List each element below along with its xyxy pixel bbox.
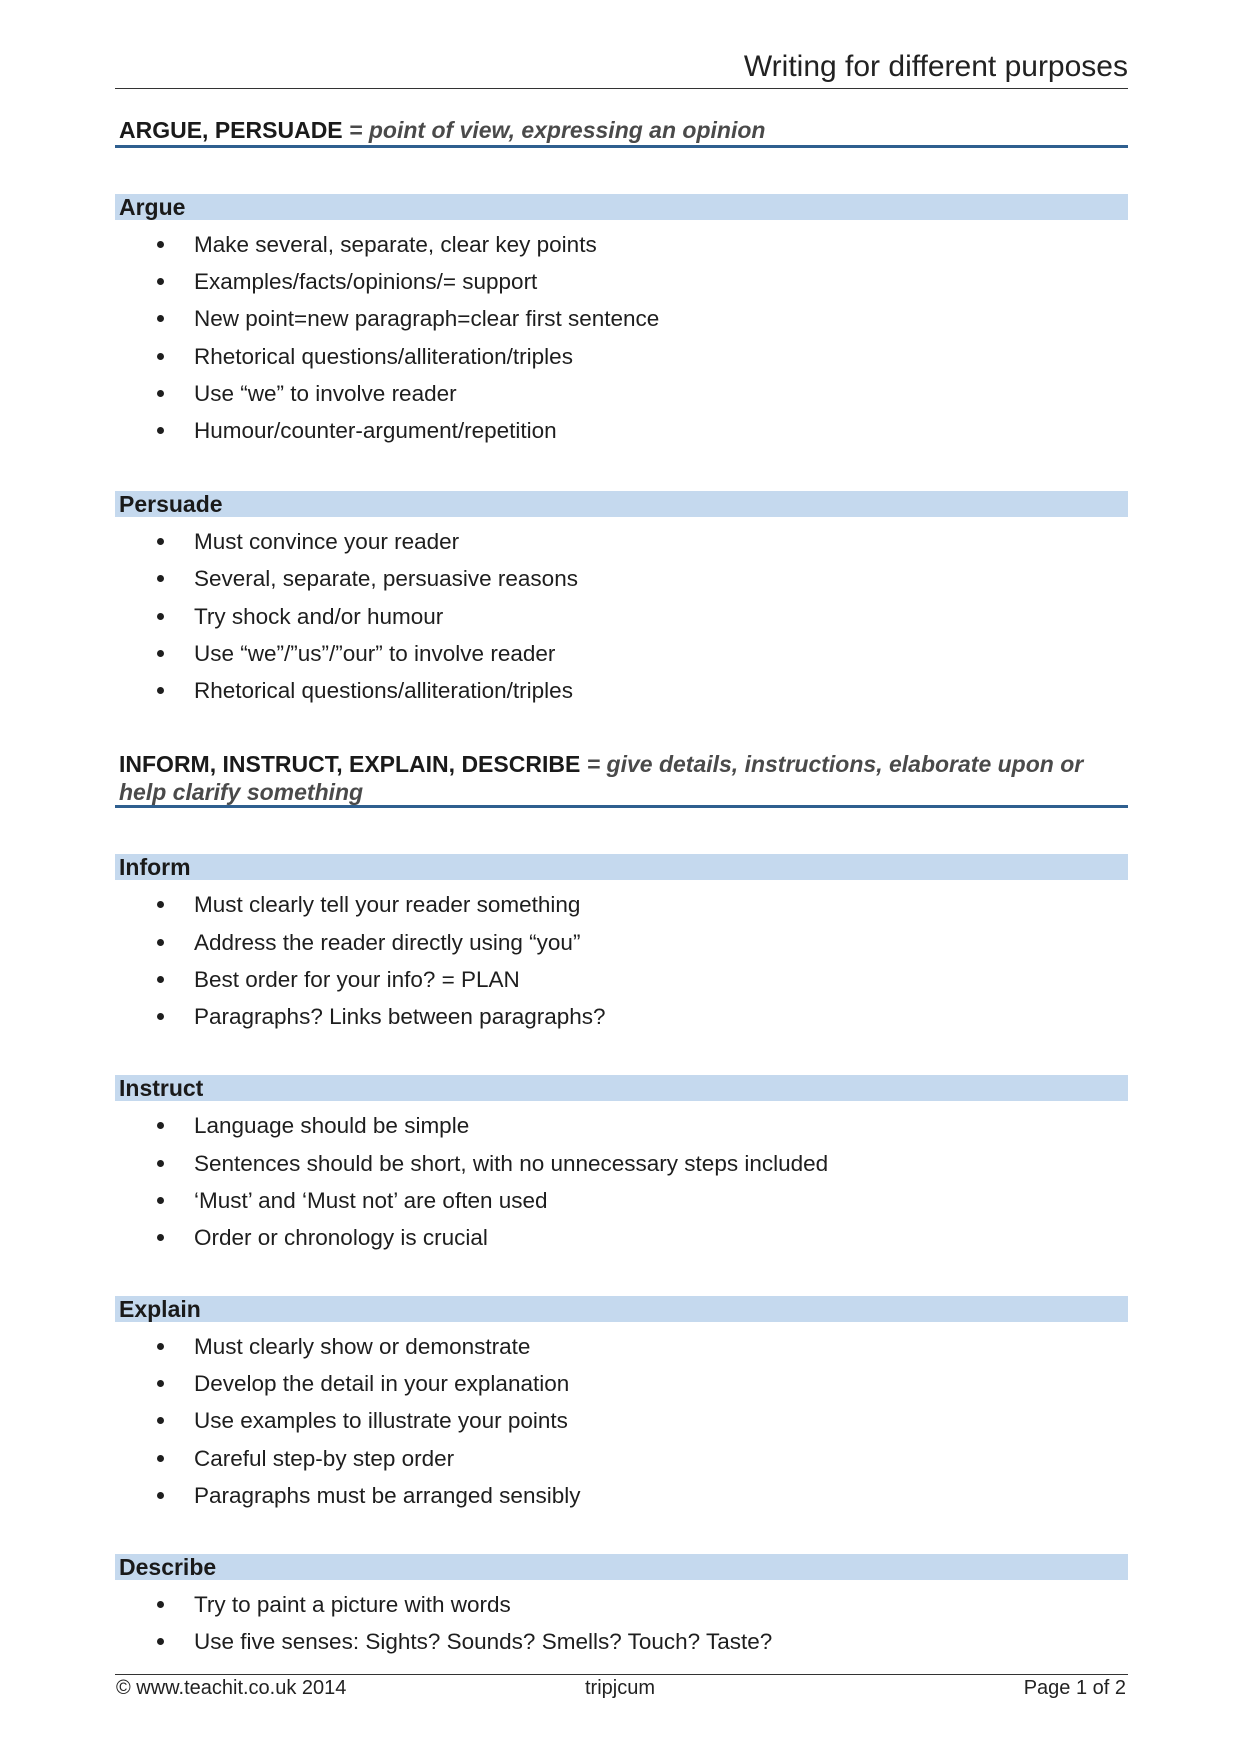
bullet-dot [157,1380,164,1387]
section-heading-inform-instruct [119,750,1119,806]
list-item-text: Must clearly tell your reader something [194,892,581,917]
bullet-dot [157,939,164,946]
list-item-text: Try to paint a picture with words [194,1592,511,1617]
bullet-dot [157,1638,164,1645]
list-item-text: Paragraphs must be arranged sensibly [194,1483,581,1508]
list-item-text: ‘Must’ and ‘Must not’ are often used [194,1188,548,1213]
list-item-text: Develop the detail in your explanation [194,1371,570,1396]
list-item-text: Make several, separate, clear key points [194,232,597,257]
list-item-text: Several, separate, persuasive reasons [194,566,578,591]
subheading-instruct: Instruct [119,1075,204,1101]
list-item-text: Must clearly show or demonstrate [194,1334,531,1359]
footer-code: tripjcum [585,1677,656,1699]
bullet-dot [157,1160,164,1167]
section-keywords: INFORM, INSTRUCT, EXPLAIN, DESCRIBE [119,751,581,777]
bullet-dot [157,1417,164,1424]
subheading-bar-explain [115,1296,1128,1322]
footer-divider [115,1674,1128,1675]
section-keywords: ARGUE, PERSUADE [119,117,343,143]
bullet-dot [157,1234,164,1241]
list-item-text: Use five senses: Sights? Sounds? Smells? Touch? Taste? [194,1629,773,1654]
bullet-dot [157,613,164,620]
bullet-dot [157,315,164,322]
subheading-bar-persuade [115,491,1128,517]
list-item-text: Best order for your info? = PLAN [194,967,520,992]
bullet-dot [157,1601,164,1608]
title-divider [115,88,1128,89]
bullet-dot [157,278,164,285]
bullet-dot [157,1455,164,1462]
footer-page-number: Page 1 of 2 [1023,1677,1126,1699]
subheading-argue: Argue [119,194,186,220]
subheading-bar-instruct [115,1075,1128,1101]
list-item-text: Rhetorical questions/alliteration/triples [194,678,573,703]
bullet-dot [157,1343,164,1350]
subheading-describe: Describe [119,1554,217,1580]
section-description: = point of view, expressing an opinion [349,117,766,143]
section-divider [115,805,1128,808]
section-heading-argue-persuade [119,116,1119,144]
list-item-text: Order or chronology is crucial [194,1225,488,1250]
bullet-dot [157,901,164,908]
list-item-text: Use “we” to involve reader [194,381,457,406]
section-divider [115,145,1128,148]
list-item-text: Rhetorical questions/alliteration/triples [194,344,573,369]
list-item-text: Language should be simple [194,1113,470,1138]
bullet-dot [157,241,164,248]
bullet-dot [157,390,164,397]
bullet-dot [157,427,164,434]
list-item-text: Careful step-by step order [194,1446,455,1471]
list-item-text: Humour/counter-argument/repetition [194,418,557,443]
footer-copyright: © www.teachit.co.uk 2014 [116,1677,347,1699]
bullet-dot [157,687,164,694]
subheading-inform: Inform [119,854,191,880]
list-item-text: Examples/facts/opinions/= support [194,269,538,294]
list-item-text: Address the reader directly using “you” [194,930,581,955]
subheading-persuade: Persuade [119,491,223,517]
bullet-dot [157,1013,164,1020]
list-item-text: Paragraphs? Links between paragraphs? [194,1004,606,1029]
list-item-text: Use “we”/”us”/”our” to involve reader [194,641,556,666]
list-item-text: Must convince your reader [194,529,460,554]
bullet-dot [157,650,164,657]
bullet-dot [157,575,164,582]
bullet-dot [157,1122,164,1129]
list-item-text: Use examples to illustrate your points [194,1408,568,1433]
list-item-text: New point=new paragraph=clear first sentence [194,306,660,331]
bullet-dot [157,1492,164,1499]
subheading-bar-describe [115,1554,1128,1580]
list-item-text: Try shock and/or humour [194,604,444,629]
page-title: Writing for different purposes [743,50,1128,83]
list-item-text: Sentences should be short, with no unnecessary steps included [194,1151,829,1176]
bullet-dot [157,353,164,360]
bullet-dot [157,538,164,545]
bullet-dot [157,1197,164,1204]
subheading-bar-argue [115,194,1128,220]
section-description: = give details, instructions, elaborate upon or help clarify something [119,751,1084,805]
bullet-dot [157,976,164,983]
subheading-explain: Explain [119,1296,201,1322]
subheading-bar-inform [115,854,1128,880]
